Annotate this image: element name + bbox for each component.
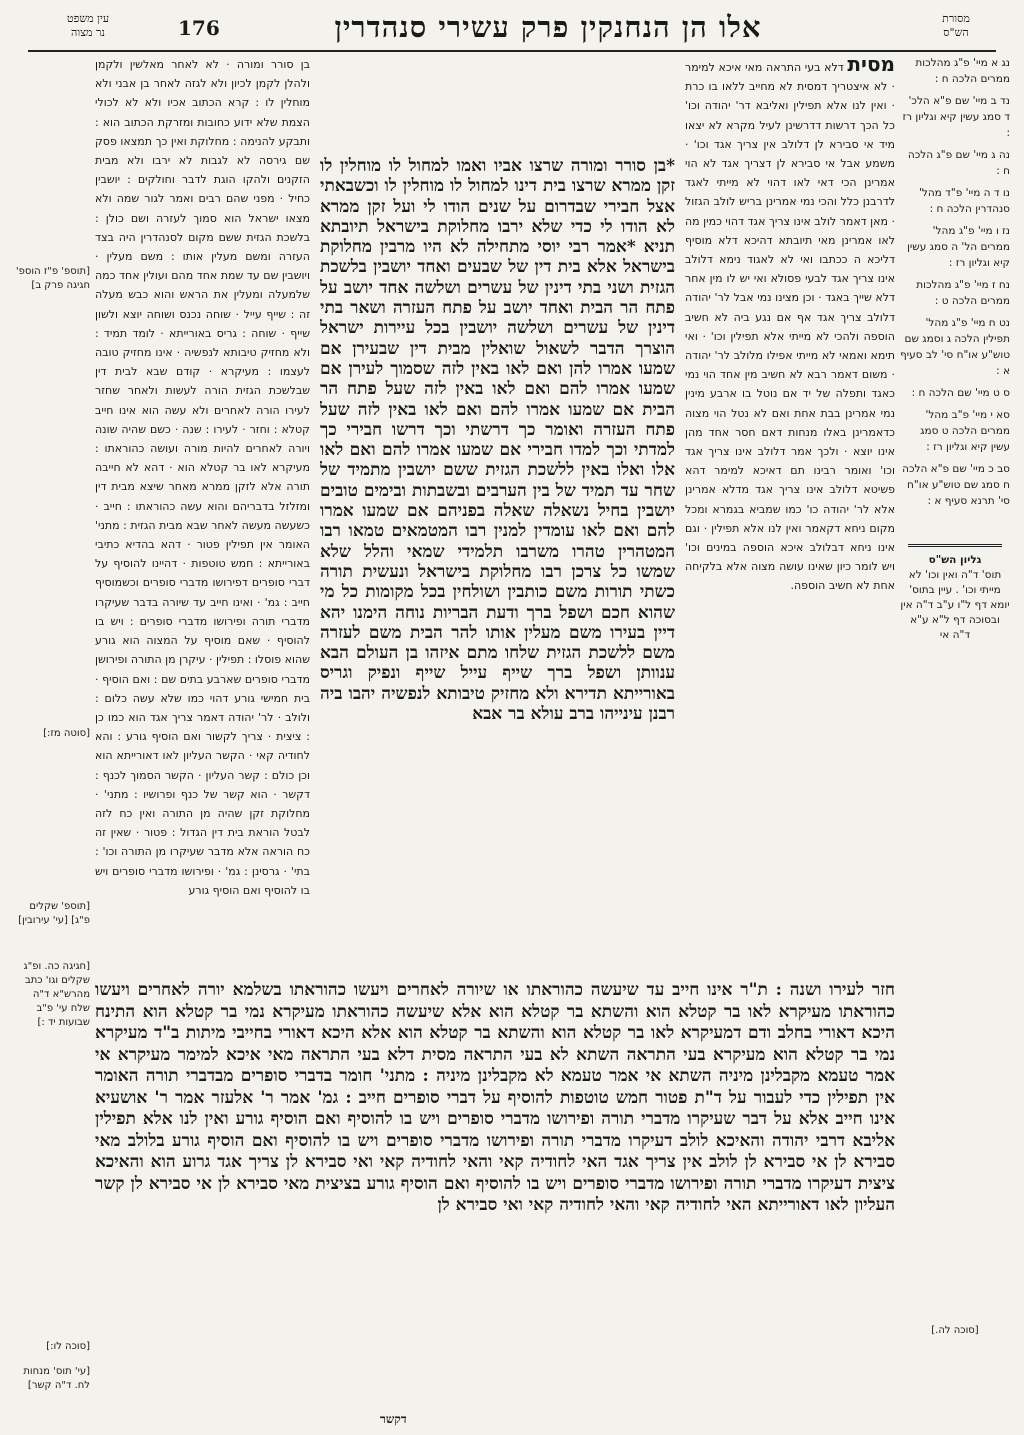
gilyon-text: תוס' ד"ה ואין וכו' לא מייתי וכו' . עיין בתוס' יומא דף ל"ו ע"ב ד"ה אין ובסוכה דף ל"א ע"א ד"ה אי bbox=[900, 569, 1010, 641]
mesoret-ref: [חגיגה כה. ופ"ג שקלים וגו' כתב מהרש"א ד"ה שלח עי' פ"ב שבועות יד :] bbox=[23, 961, 90, 1028]
page-title: אלו הן הנחנקין פרק עשירי סנהדרין bbox=[334, 10, 762, 44]
page-header bbox=[28, 10, 996, 52]
page-number: 176 bbox=[178, 16, 220, 40]
ein-mishpat-column bbox=[900, 55, 1010, 515]
tosafot-text: דלא בעי התראה מאי איכא למימר · לא איצטריך דמסית לא מחייב ללאו בו כרת · ואין לנו אלא תפילין ואליבא דר' יהודה וכו' כל הכך דרשות דדרשינן לעיל מקרא לא יצאו מיד אי סבירא לן דלולב אין צריך אגד וכו' · משמע אבל אי סבירא לן דצריך אגד לא הוי אמרינן הכי דאי לאו דהוי לא מייתי לאגד לדרבנן כלל והכי נמי אמרינן בריש לולב הגזול · מאן דאמר לולב אינו צריך אגד דהוי כמין מה לאו אמרינן מאי תיובתא דהיכא דלא מוסיף דליכא ה ככתבו ואי לא לאגוד נימא דלולב אינו צריך אגד לבעי פסולא ואי יש לו מין אחר דלא שייך באגד · וכן מצינו נמי אבל לר' יהודה דלולב צריך אגד אף אם נגע ביה לא חשיב הוספה ולהכי לא מייתי אלא תפילין וכו' · ואי תימא ואמאי לא מייתי אפילו מלולב לר' יהודה · משום דאמר רבא לא חשיב מין אחד הוי נמי כאגד ותפלה של יד אם נוטל בו ארבע מינין נמי אמרינן בבת אחת ואם לא נטל הוי מצוה כדאמרינן באלו מנחות דאם חסר אחד מהן אינו יוצא · ולכך אמר דלולב אינו צריך אגד וכו' ואומר רבינו תם דאיכא למימר דהא פשיטא דלולב אינו צריך אגד מדלא אמרינן אלא לר' יהודה כו' כמו שמביא בגמרא ומכל מקום ניחא דקאמר ואין לנו אלא תפילין · וגם אינו ניחא דבלולב איכא הוספה במינים וכו' ויש לומר כיון שאינו עושה מצוה אלא בלקיחה אחת לא חשיב הוספה. bbox=[685, 61, 895, 593]
mesoret-heading: מסורת הש"ס bbox=[942, 12, 970, 39]
ein-mishpat-entry: נו ד ה מיי' פ"ד מהל' סנהדרין הלכה ח : bbox=[918, 187, 1010, 215]
rashi-column: בן סורר ומורה · לא לאחר מאלשין ולקמן ולהלן לקמן לכיון ולא לגזה לאחר בן אבני ולא מוחלין לו : קרא הכתוב אכיו ולא לא לכולי הצמת שלא ידוע כחובות ומזרקת הכתוב הוא : ותבקע להנימה : מחלוקת ואין כך תמצאו פסק שם גירסה לא לגבות לא ירבו ולא מבית הזקנים ולהקו הוגת לדבר וחולקים : יושבין כחיל · מפני שהם רבים ואמר לגור שמה ולא מצאו ישראל הוא סמוך לעזרה ושם כולן : בלשכת הגזית ששם מקום לסנהדרין היה בצד העזרה ומשם מעלין אותו : משם מעלין · ויושבין שם עד שמת אחד מהם ועולין אחד כמה שלמעלה ומעלין את הראש והוא כבש מעלה זה : שייף עייל · שוחה נכנס ושוחה יוצא ולשון שייף · שוחה : גריס באורייתא · לומד תמיד : ולא מחזיק טיבותא לנפשיה · אינו מחזיק טובה לעצמו : מעיקרא · קודם שבא לבית דין שבלשכת הגזית הורה לעשות ולאחר שחזר לעירו הורה לאחרים ולא עשה הוא אינו חייב קטלא : וחזר · לעירו : שנה · כשם שהיה שונה ויורה לאחרים להיות מורה ועושה כהוראתו : מעיקרא לאו בר קטלא הוא · דהא לא חייבה תורה אלא לזקן ממרא מאחר שיצא מבית דין ומזלזל בדבריהם והוא עשה כהוראתו : חייב · כשעשה מעשה לאחר שבא מבית הגזית : מתני' האומר אין תפילין פטור · דהא בהדיא כתיבי באורייתא : חמש טוטפות · דהיינו להוסיף על דברי סופרים דפירושו מדברי סופרים וכשמוסיף חייב : גמ' · ואינו חייב עד שיורה בדבר שעיקרו מדברי תורה ופירושו מדברי סופרים : ויש בו להוסיף · שאם מוסיף על המצוה הוא גורע שהוא פוסלו : תפילין · עיקרן מן התורה ופירושן מדברי סופרים שארבע בתים שם : ואם הוסיף · בית חמישי גורע דהוי כמו שלא עשה כלום : ולולב · לר' יהודה דאמר צריך אגד הוא כמו כן : ציצית · צריך לקשור ואם הוסיף גורע : והא לחודיה קאי · הקשר העליון לאו דאורייתא הוא וכן כולם : קשר העליון · הקשר הסמוך לכנף : דקשר · הוא קשר של כנף ופרושיו : מתני' · מחלוקת זקן שהיה מן התורה ואין כח לזה לבטל הוראת בית דין הגדול : פטור · שאין זה כח הוראה אלא מדבר שעיקרו מן התורה וכו' : בתי' · גרסינן : גמ' · ופירושו מדברי סופרים ויש בו להוסיף ואם הוסיף גורע bbox=[95, 58, 310, 897]
gilyon-hashas bbox=[900, 540, 1010, 643]
gilyon-title: גליון הש"ס bbox=[928, 554, 982, 566]
mesoret-ref: [עי' תוס' מנחות לח. ד"ה קשר] bbox=[23, 1366, 90, 1391]
gemara-text-bottom: חזר לעירו ושנה : ת"ר אינו חייב עד שיעשה כהוראתו או שיורה לאחרים ויעשו כהוראתו בשלמא יורה לאחרים ויעשו כהוראתו מעיקרא לאו בר קטלא הוא והשתא בר קטלא הוא אלא שיעשה כהוראתו מעיקרא נמי בר קטלא הוא התינח היכא דאורי בחלב ודם דמעיקרא לאו בר קטלא הוא והשתא בר קטלא הוא אלא היכא דאורי בחייבי מיתות ב"ד מעיקרא נמי בר קטלא הוא מעיקרא בעי התראה השתא לא בעי התראה מסית דלא בעי התראה מאי איכא למימר מעיקרא אי אמר טעמא מקבלינן מיניה השתא אי אמר טעמא לא מקבלינן מיניה : מתני' חומר בדברי סופרים מבדברי תורה האומר אין תפילין כדי לעבור על ד"ת פטור חמש טוטפות להוסיף על דברי סופרים חייב : גמ' אמר ר' אלעזר אמר ר' אושעיא אינו חייב אלא על דבר שעיקרו מדברי תורה ופירושו מדברי סופרים ויש בו להוסיף ואם הוסיף גורע ואין לנו אלא תפילין אליבא דרבי יהודה והאיכא לולב דעיקרו מדברי תורה ופירושו מדברי סופרים ויש בו להוסיף ואם הוסיף גורע בלולב מאי סבירא לן אי סבירא לן לולב אין צריך אגד האי לחודיה קאי והאי לחודיה קאי ואי סבירא לן צריך אגד גרוע הוא והאיכא ציצית דעיקרו מדברי תורה ופירושו מדברי סופרים ויש בו להוסיף ואם הוסיף גורע בציצית מאי סבירא לן אי סבירא לן קשר העליון לאו דאורייתא האי לחודיה קאי והאי לחודיה קאי ואי סבירא לן bbox=[95, 980, 895, 1215]
ein-mishpat-entry: סא י מיי' פ"ב מהל' ממרים הלכה ט סמג עשין קיא וגליון רז : bbox=[920, 409, 1010, 453]
ein-mishpat-heading: עין משפט נר מצוה bbox=[66, 12, 110, 39]
mesoret-ref: [תוספ' שקלים פ"ג] [עי' עירובין] bbox=[18, 901, 90, 926]
ein-mishpat-entry: ס ט מיי' שם הלכה ח : bbox=[911, 387, 1010, 399]
catchword: דקשר bbox=[380, 1412, 407, 1426]
gemara-text-top: *בן סורר ומורה שרצו אביו ואמו למחול לו מוחלין לו זקן ממרא שרצו בית דינו למחול לו מוחלין לו וכשבאתי אצל חבירי שבדרום על שנים הודו לי ועל זקן ממרא לא הודו לי כדי שלא ירבו מחלוקת בישראל תיובתא תניא *אמר רבי יוסי מתחילה לא היו מרבין מחלוקת בישראל אלא בית דין של שבעים ואחד יושבין בלשכת הגזית ושני בתי דינין של עשרים ושלשה אחד יושב על פתח הר הבית ואחד יושב על פתח העזרה ושאר בתי דינין של עשרים ושלשה יושבין בכל עיירות ישראל הוצרך הדבר לשאול שואלין מבית דין שבעירן אם שמעו אמרו להן ואם לאו באין לזה שסמוך לעירן אם שמעו אמרו להם ואם לאו באין לזה שעל פתח הר הבית אם שמעו אמרו להם ואם לאו באין לזה שעל פתח העזרה ואומר כך דרשתי וכך דרשו חבירי כך למדתי וכך למדו חבירי אם שמעו אמרו להם ואם לאו אלו ואלו באין ללשכת הגזית ששם יושבין מתמיד של שחר עד תמיד של בין הערבים ובשבתות ובימים טובים יושבין בחיל נשאלה שאלה בפניהם אם שמעו אמרו להם ואם לאו עומדין למנין רבו המטמאים טמאו רבו המטהרין טהרו משרבו תלמידי שמאי והלל שלא שמשו כל צרכן רבו מחלוקת בישראל ונעשית תורה כשתי תורות משם כותבין ושולחין בכל מקומות כל מי שהוא חכם ושפל ברך ודעת הבריות נוחה הימנו יהא דיין בעירו משם מעלין אותו להר הבית משם לעזרה משם ללשכת הגזית שלחו מתם איזהו בן העולם הבא ענוותן ושפל ברך שייף עייל שייף ונפיק וגריס באורייתא תדירא ולא מחזיק טיבותא לנפשיה יהבו ביה רבנן עינייהו ברב עולא בר אבא bbox=[320, 156, 675, 725]
margin-reference: [סוכה לה.] bbox=[931, 1325, 979, 1336]
ein-mishpat-entry: נד ב מיי' שם פ"א הלכ' ד סמג עשין קיא וגליון רז : bbox=[902, 95, 1010, 139]
tosafot-lead: מסית bbox=[847, 55, 895, 76]
mesoret-ref: [תוספ' פ"ז הוספ' חגיגה פרק ב] bbox=[15, 266, 90, 291]
mesoret-ref: [סוכה לו:] bbox=[46, 1341, 90, 1352]
ein-mishpat-entry: נז ו מיי' פ"ג מהל' ממרים הל' ה סמג עשין קיא וגליון רז : bbox=[907, 225, 1010, 269]
ein-mishpat-entry: נג א מיי' פ"ג מהלכות ממרים הלכה ח : bbox=[915, 57, 1010, 85]
ein-mishpat-entry: סב כ מיי' שם פ"א הלכה ח סמג שם טוש"ע או"ח סי' תרנא סעיף א : bbox=[902, 463, 1010, 507]
ein-mishpat-entry: נה ג מיי' שם פ"ג הלכה ח : bbox=[907, 149, 1010, 177]
ein-mishpat-entry: נח ז מיי' פ"ג מהלכות ממרים הלכה ט : bbox=[916, 279, 1010, 307]
divider bbox=[908, 544, 1002, 547]
mesoret-ref: [סוטה מז:] bbox=[43, 728, 90, 739]
ein-mishpat-entry: נט ח מיי' פ"ג מהל' תפילין הלכה ג וסמג שם טוש"ע או"ח סי' לב סעיף א : bbox=[900, 317, 1010, 377]
